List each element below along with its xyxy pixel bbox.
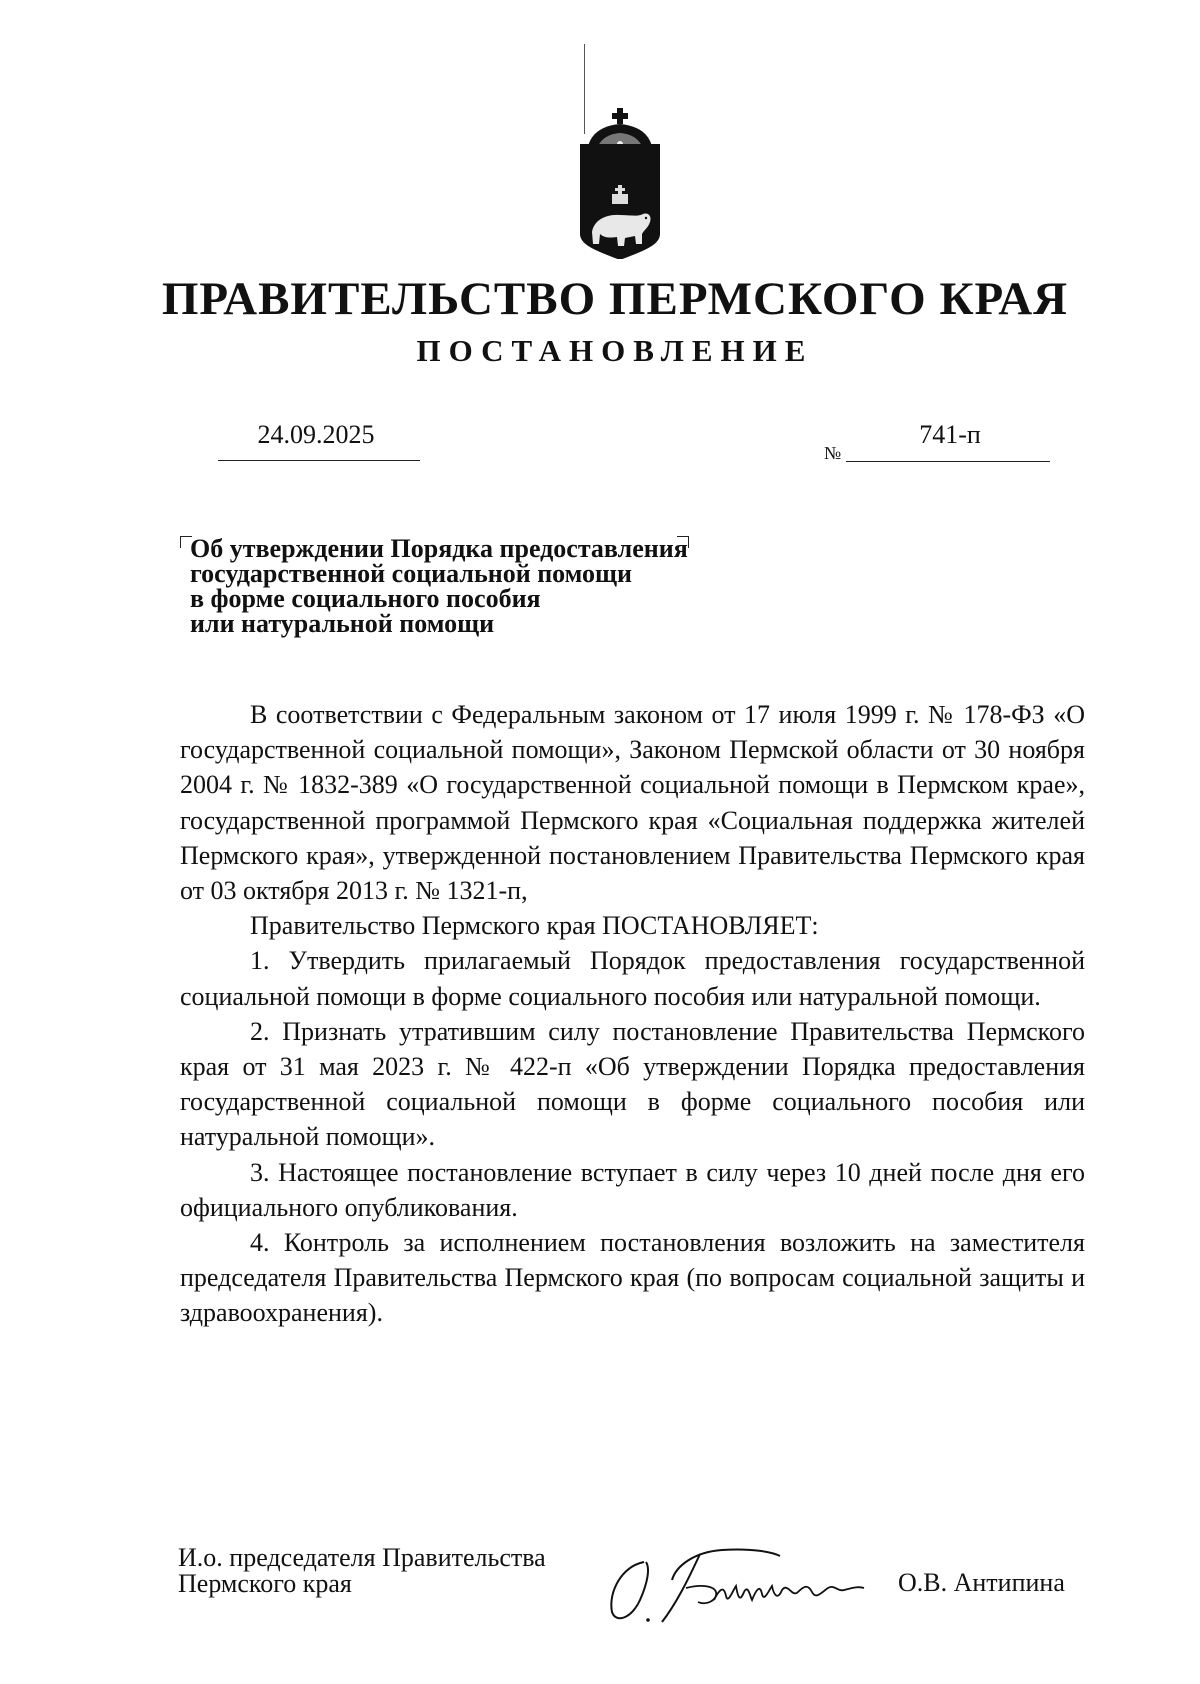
signer-name: О.В. Антипина [898, 1568, 1065, 1597]
signer-title [178, 1545, 546, 1597]
document-type-heading: ПОСТАНОВЛЕНИЕ [416, 333, 814, 368]
date-underline [218, 460, 420, 461]
signer-title-line: И.о. председателя Правительства [178, 1543, 546, 1572]
document-body [180, 697, 1085, 1331]
subject-line: государственной социальной помощи [190, 559, 632, 588]
number-underline [846, 461, 1050, 462]
organization-title: ПРАВИТЕЛЬСТВО ПЕРМСКОГО КРАЯ [161, 273, 1069, 325]
coat-of-arms-emblem [570, 44, 670, 259]
clause-3: 3. Настоящее постановление вступает в силу через 10 дней после дня его официального опубликования. [180, 1157, 1085, 1222]
clause-4: 4. Контроль за исполнением постановления возложить на заместителя председателя Правительства Пермского края (по вопросам социальной защиты и здравоохранения). [180, 1228, 1085, 1328]
subject-line: в форме социального пособия [190, 584, 541, 613]
document-subject [190, 536, 750, 636]
preamble-paragraph: В соответствии с Федеральным законом от 17 июля 1999 г. № 178-ФЗ «О государственной социальной помощи», Законом Пермской области от 30 ноября 2004 г. № 1832-389 «О государственной социальной помощи в Пермском крае», государственной программой Пермского края «Социальная поддержка жителей Пермского края», утвержденной постановлением Правительства Пермского края от 03 октября 2013 г. № 1321-п, [180, 700, 1085, 906]
subject-line: или натуральной помощи [190, 609, 495, 638]
document-date: 24.09.2025 [257, 420, 375, 449]
subject-line: Об утверждении Порядка предоставления [190, 534, 688, 563]
clause-2: 2. Признать утратившим силу постановление Правительства Пермского края от 31 мая 2023 г. № 422-п «Об утверждении Порядка предоставления государственной социальной помощи в форме социального пособия или натуральной помощи». [180, 1016, 1085, 1152]
resolution-statement: Правительство Пермского края ПОСТАНОВЛЯЕТ: [250, 911, 819, 941]
signer-title-line: Пермского края [178, 1569, 352, 1598]
clause-1: 1. Утвердить прилагаемый Порядок предоставления государственной социальной помощи в форме социального пособия или натуральной помощи. [180, 946, 1085, 1011]
number-sign: № [824, 443, 842, 463]
handwritten-signature [602, 1540, 902, 1630]
document-number: 741-п [919, 420, 981, 449]
